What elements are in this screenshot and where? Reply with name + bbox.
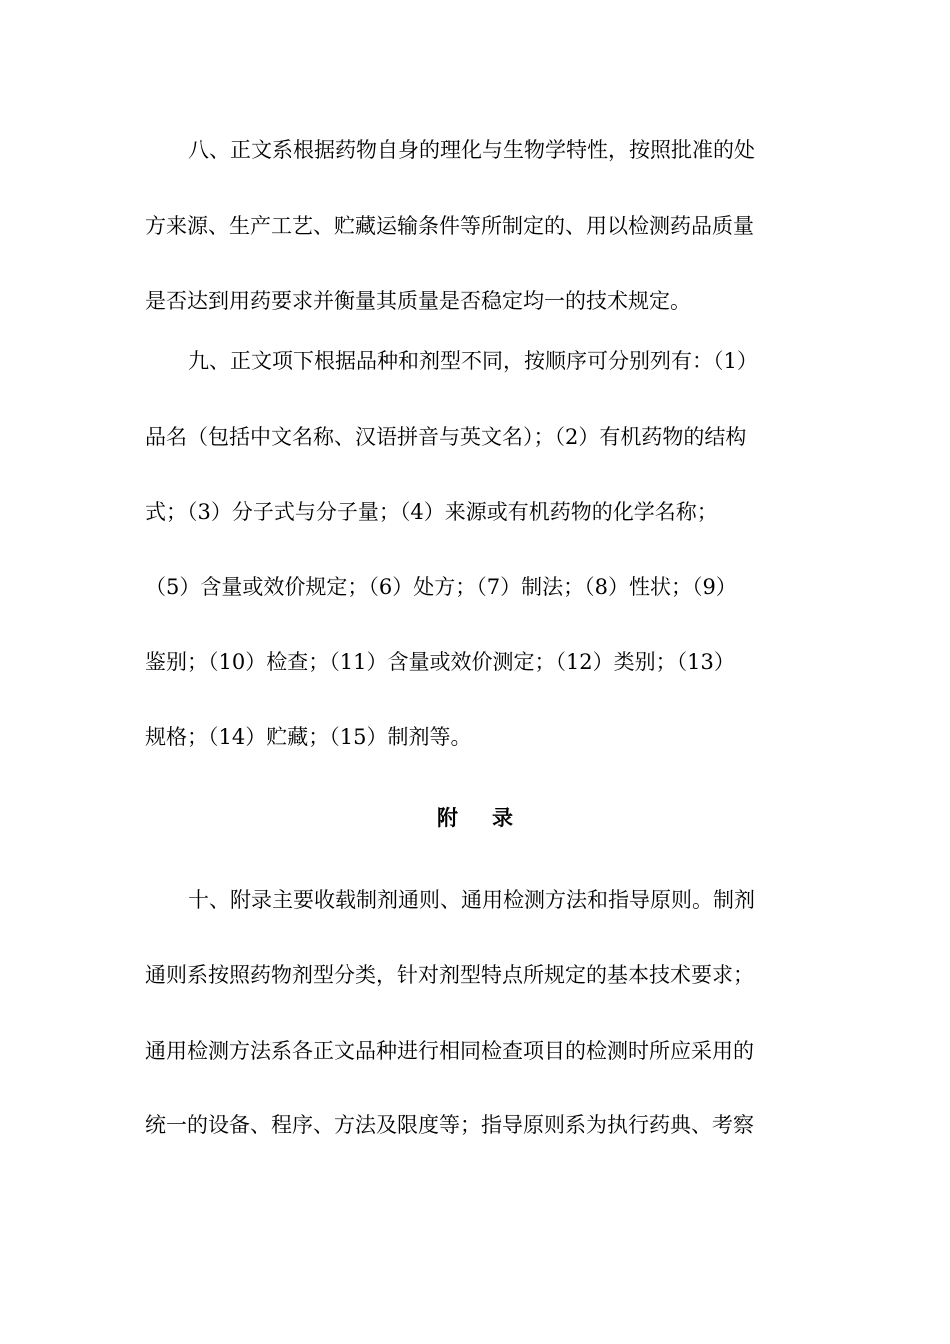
appendix-heading: 附录 [437, 806, 547, 830]
paragraph-line: 是否达到用药要求并衡量其质量是否稳定均一的技术规定。 [145, 289, 691, 313]
paragraph-line: 九、正文项下根据品种和剂型不同，按顺序可分别列有：（1） [188, 349, 758, 373]
paragraph-line: 式；（3）分子式与分子量；（4）来源或有机药物的化学名称； [145, 500, 718, 524]
paragraph-line: （5）含量或效价规定；（6）处方；（7）制法；（8）性状；（9） [145, 575, 737, 599]
paragraph-line: 方来源、生产工艺、贮藏运输条件等所制定的、用以检测药品质量 [145, 214, 754, 238]
paragraph-line: 通用检测方法系各正文品种进行相同检查项目的检测时所应采用的 [145, 1039, 754, 1063]
paragraph-line: 规格；（14）贮藏；（15）制剂等。 [145, 725, 472, 749]
paragraph-line: 统一的设备、程序、方法及限度等；指导原则系为执行药典、考察 [145, 1113, 754, 1137]
paragraph-line: 品名（包括中文名称、汉语拼音与英文名）；（2）有机药物的结构 [145, 425, 747, 449]
paragraph-line: 十、附录主要收载制剂通则、通用检测方法和指导原则。制剂 [188, 888, 755, 912]
paragraph-line: 通则系按照药物剂型分类，针对剂型特点所规定的基本技术要求； [145, 963, 754, 987]
paragraph-line: 鉴别；（10）检查；（11）含量或效价测定；（12）类别；（13） [145, 650, 735, 674]
paragraph-line: 八、正文系根据药物自身的理化与生物学特性，按照批准的处 [188, 138, 755, 162]
